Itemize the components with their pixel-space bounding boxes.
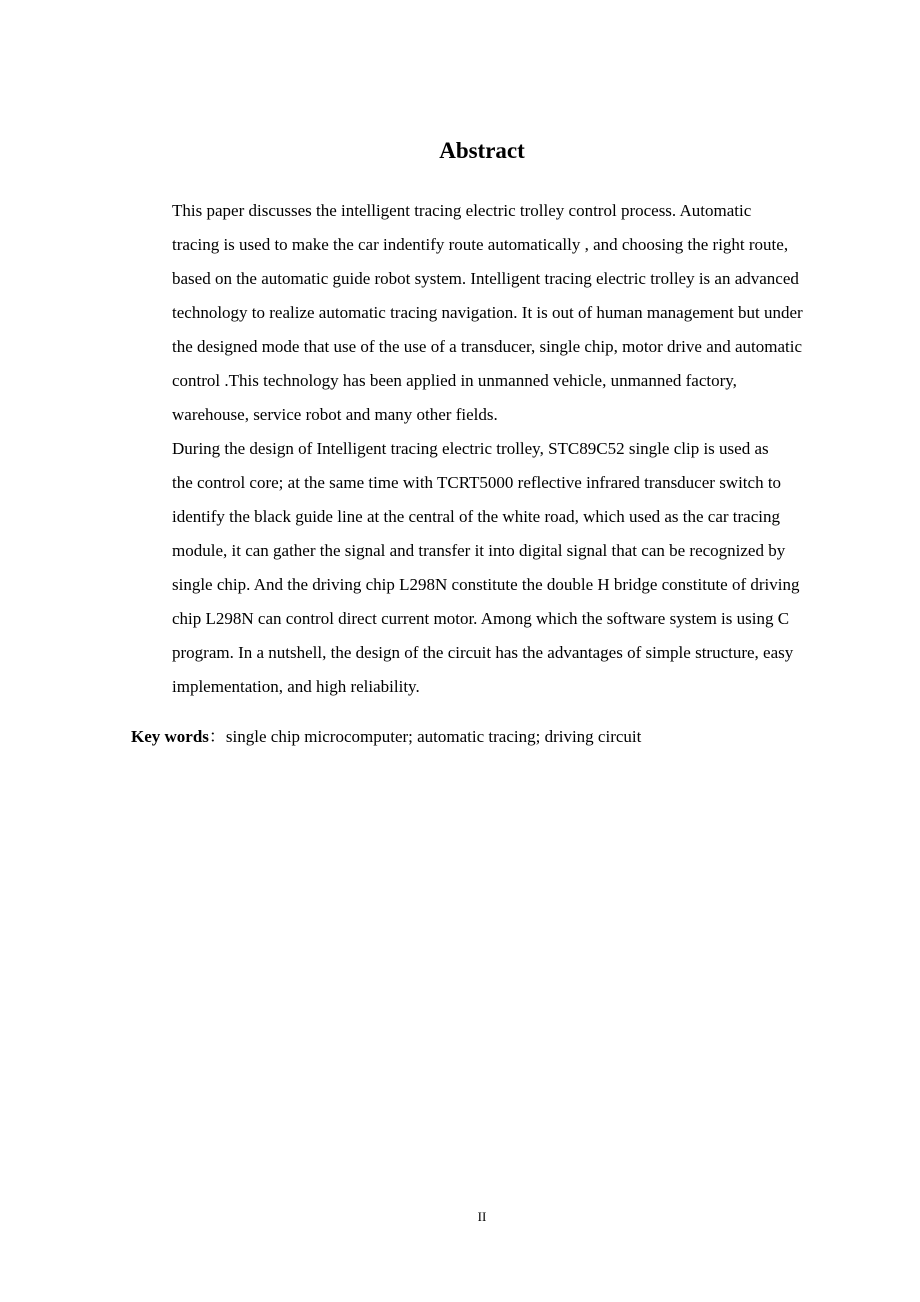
text-line: identify the black guide line at the central of the white road, which used as the car tracing [172, 507, 780, 526]
text-line: tracing is used to make the car indentify route automatically , and choosing the right route, [172, 235, 789, 254]
abstract-title: Abstract [439, 138, 525, 163]
text-line: based on the automatic guide robot system. Intelligent tracing electric trolley is an advanced [172, 269, 799, 288]
text-line: warehouse, service robot and many other fields. [172, 405, 498, 424]
keywords-line [131, 722, 831, 752]
keywords-label: Key words [131, 727, 209, 746]
text-line: This paper discusses the intelligent tracing electric trolley control process. Automatic [172, 201, 752, 220]
abstract-paragraph-2 [131, 432, 831, 704]
text-line: single chip. And the driving chip L298N constitute the double H bridge constitute of driving [172, 575, 800, 594]
keywords-separator: ： [208, 727, 226, 746]
text-line: module, it can gather the signal and transfer it into digital signal that can be recognized by [172, 541, 786, 560]
text-line: the control core; at the same time with TCRT5000 reflective infrared transducer switch to [172, 473, 782, 492]
abstract-paragraph-1 [131, 194, 831, 432]
text-line: the designed mode that use of the use of a transducer, single chip, motor drive and automatic [172, 337, 803, 356]
text-line: technology to realize automatic tracing navigation. It is out of human management but under [172, 303, 803, 322]
text-line: During the design of Intelligent tracing electric trolley, STC89C52 single clip is used as [172, 439, 769, 458]
text-line: chip L298N can control direct current motor. Among which the software system is using C [172, 609, 790, 628]
text-line: program. In a nutshell, the design of the circuit has the advantages of simple structure, easy [172, 643, 794, 662]
abstract-body [131, 194, 831, 704]
page-number: II [477, 1209, 487, 1224]
text-line: implementation, and high reliability. [172, 677, 420, 696]
keywords-text: single chip microcomputer; automatic tracing; driving circuit [225, 727, 642, 746]
text-line: control .This technology has been applied in unmanned vehicle, unmanned factory, [172, 371, 737, 390]
